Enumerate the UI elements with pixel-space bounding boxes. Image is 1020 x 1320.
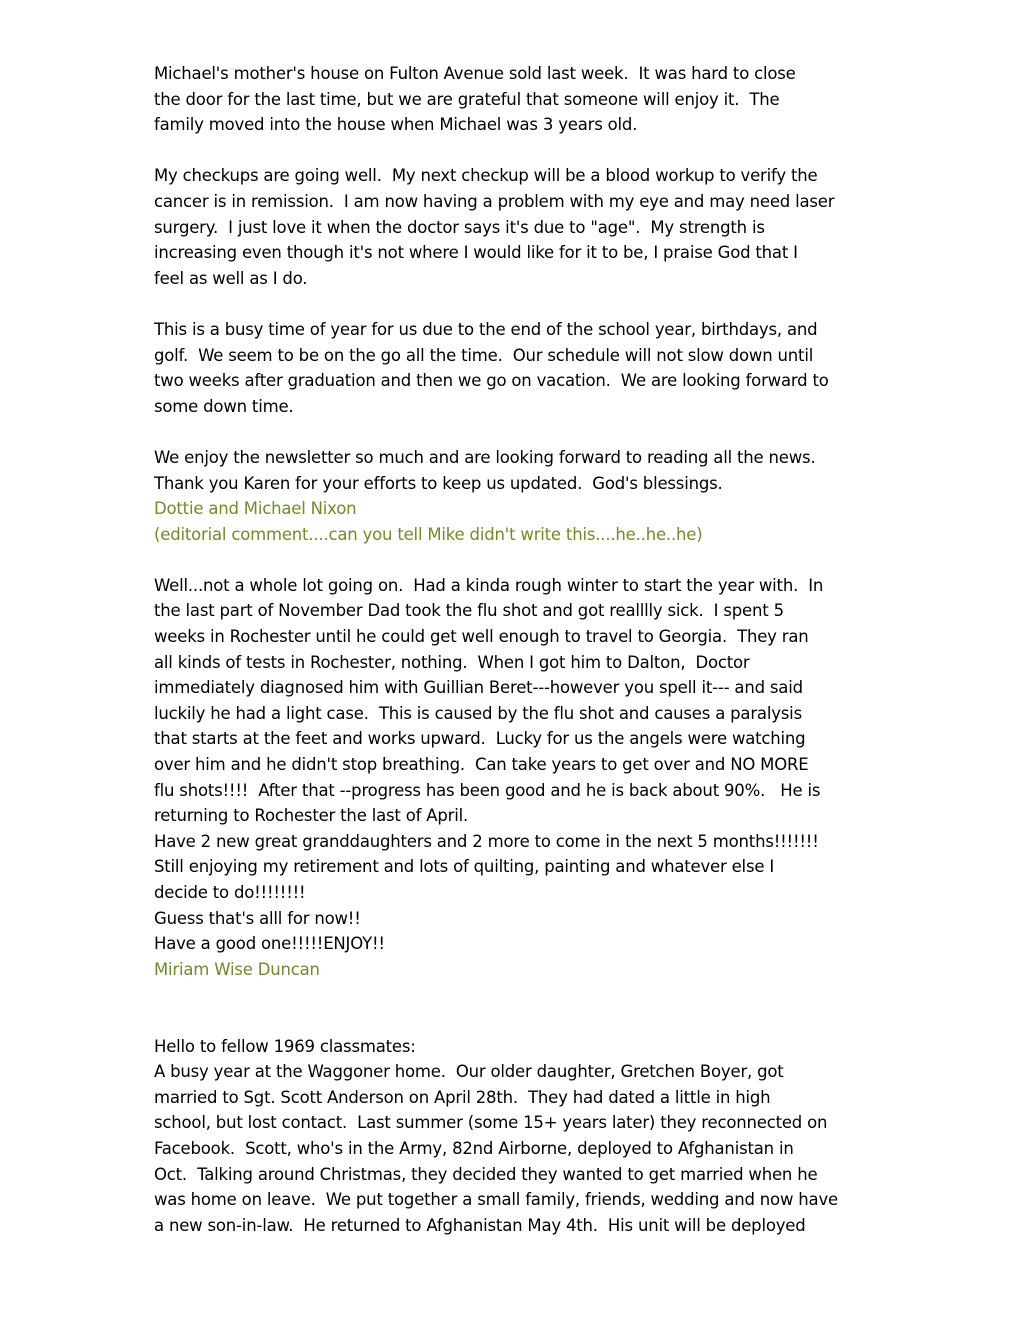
paragraph-gap [154, 138, 874, 164]
text-line: was home on leave. We put together a small family, friends, wedding and now have [154, 1190, 838, 1210]
text-line: some down time. [154, 396, 294, 416]
paragraph-duncan-letter [154, 573, 874, 983]
text-line: the door for the last time, but we are grateful that someone will enjoy it. The [154, 89, 780, 109]
text-line: Have a good one!!!!!ENJOY!! [154, 934, 385, 954]
text-line: We enjoy the newsletter so much and are looking forward to reading all the news. [154, 447, 816, 467]
paragraph-checkups [154, 163, 874, 291]
text-line: Guess that's alll for now!! [154, 908, 361, 928]
text-line: the last part of November Dad took the flu shot and got realllly sick. I spent 5 [154, 601, 784, 621]
text-line: Still enjoying my retirement and lots of quilting, painting and whatever else I [154, 857, 774, 877]
text-line: that starts at the feet and works upward. Lucky for us the angels were watching [154, 729, 806, 749]
text-line: two weeks after graduation and then we go on vacation. We are looking forward to [154, 371, 829, 391]
text-line: Thank you Karen for your efforts to keep us updated. God's blessings. [154, 473, 723, 493]
text-line: family moved into the house when Michael was 3 years old. [154, 115, 638, 135]
paragraph-waggoner-letter [154, 1034, 874, 1239]
text-line: over him and he didn't stop breathing. Can take years to get over and NO MORE [154, 755, 809, 775]
text-line: Facebook. Scott, who's in the Army, 82nd Airborne, deployed to Afghanistan in [154, 1138, 794, 1158]
text-line: immediately diagnosed him with Guillian Beret---however you spell it--- and said [154, 678, 803, 698]
text-line: My checkups are going well. My next checkup will be a blood workup to verify the [154, 166, 818, 186]
text-line: flu shots!!!! After that --progress has been good and he is back about 90%. He is [154, 780, 821, 800]
text-line: increasing even though it's not where I would like for it to be, I praise God that I [154, 243, 798, 263]
paragraph-house-sale [154, 61, 874, 138]
text-line: Hello to fellow 1969 classmates: [154, 1036, 416, 1056]
editorial-comment: (editorial comment....can you tell Mike didn't write this....he..he..he) [154, 524, 703, 544]
text-line: This is a busy time of year for us due to the end of the school year, birthdays, and [154, 319, 818, 339]
text-line: surgery. I just love it when the doctor says it's due to "age". My strength is [154, 217, 765, 237]
paragraph-gap [154, 547, 874, 573]
paragraph-newsletter-thanks [154, 445, 874, 547]
newsletter-page [154, 61, 874, 1238]
text-line: feel as well as I do. [154, 268, 308, 288]
text-line: Oct. Talking around Christmas, they decided they wanted to get married when he [154, 1164, 818, 1184]
text-line: married to Sgt. Scott Anderson on April 28th. They had dated a little in high [154, 1087, 771, 1107]
text-line: Well...not a whole lot going on. Had a kinda rough winter to start the year with. In [154, 575, 824, 595]
signature-nixon: Dottie and Michael Nixon [154, 499, 357, 519]
text-line: luckily he had a light case. This is caused by the flu shot and causes a paralysis [154, 703, 802, 723]
text-line: Michael's mother's house on Fulton Avenue sold last week. It was hard to close [154, 64, 796, 83]
text-line: A busy year at the Waggoner home. Our older daughter, Gretchen Boyer, got [154, 1062, 784, 1082]
text-line: school, but lost contact. Last summer (some 15+ years later) they reconnected on [154, 1113, 828, 1133]
text-line: cancer is in remission. I am now having a problem with my eye and may need laser [154, 191, 835, 211]
text-line: golf. We seem to be on the go all the time. Our schedule will not slow down until [154, 345, 814, 365]
paragraph-gap [154, 419, 874, 445]
signature-duncan: Miriam Wise Duncan [154, 959, 320, 979]
text-line: weeks in Rochester until he could get well enough to travel to Georgia. They ran [154, 627, 809, 647]
paragraph-gap [154, 291, 874, 317]
text-line: returning to Rochester the last of April. [154, 806, 469, 826]
paragraph-gap [154, 982, 874, 1033]
text-line: decide to do!!!!!!!! [154, 883, 306, 902]
text-line: all kinds of tests in Rochester, nothing. When I got him to Dalton, Doctor [154, 652, 750, 672]
text-line: Have 2 new great granddaughters and 2 more to come in the next 5 months!!!!!!! [154, 831, 819, 851]
paragraph-busy-time [154, 317, 874, 419]
text-line: a new son-in-law. He returned to Afghanistan May 4th. His unit will be deployed [154, 1215, 806, 1235]
